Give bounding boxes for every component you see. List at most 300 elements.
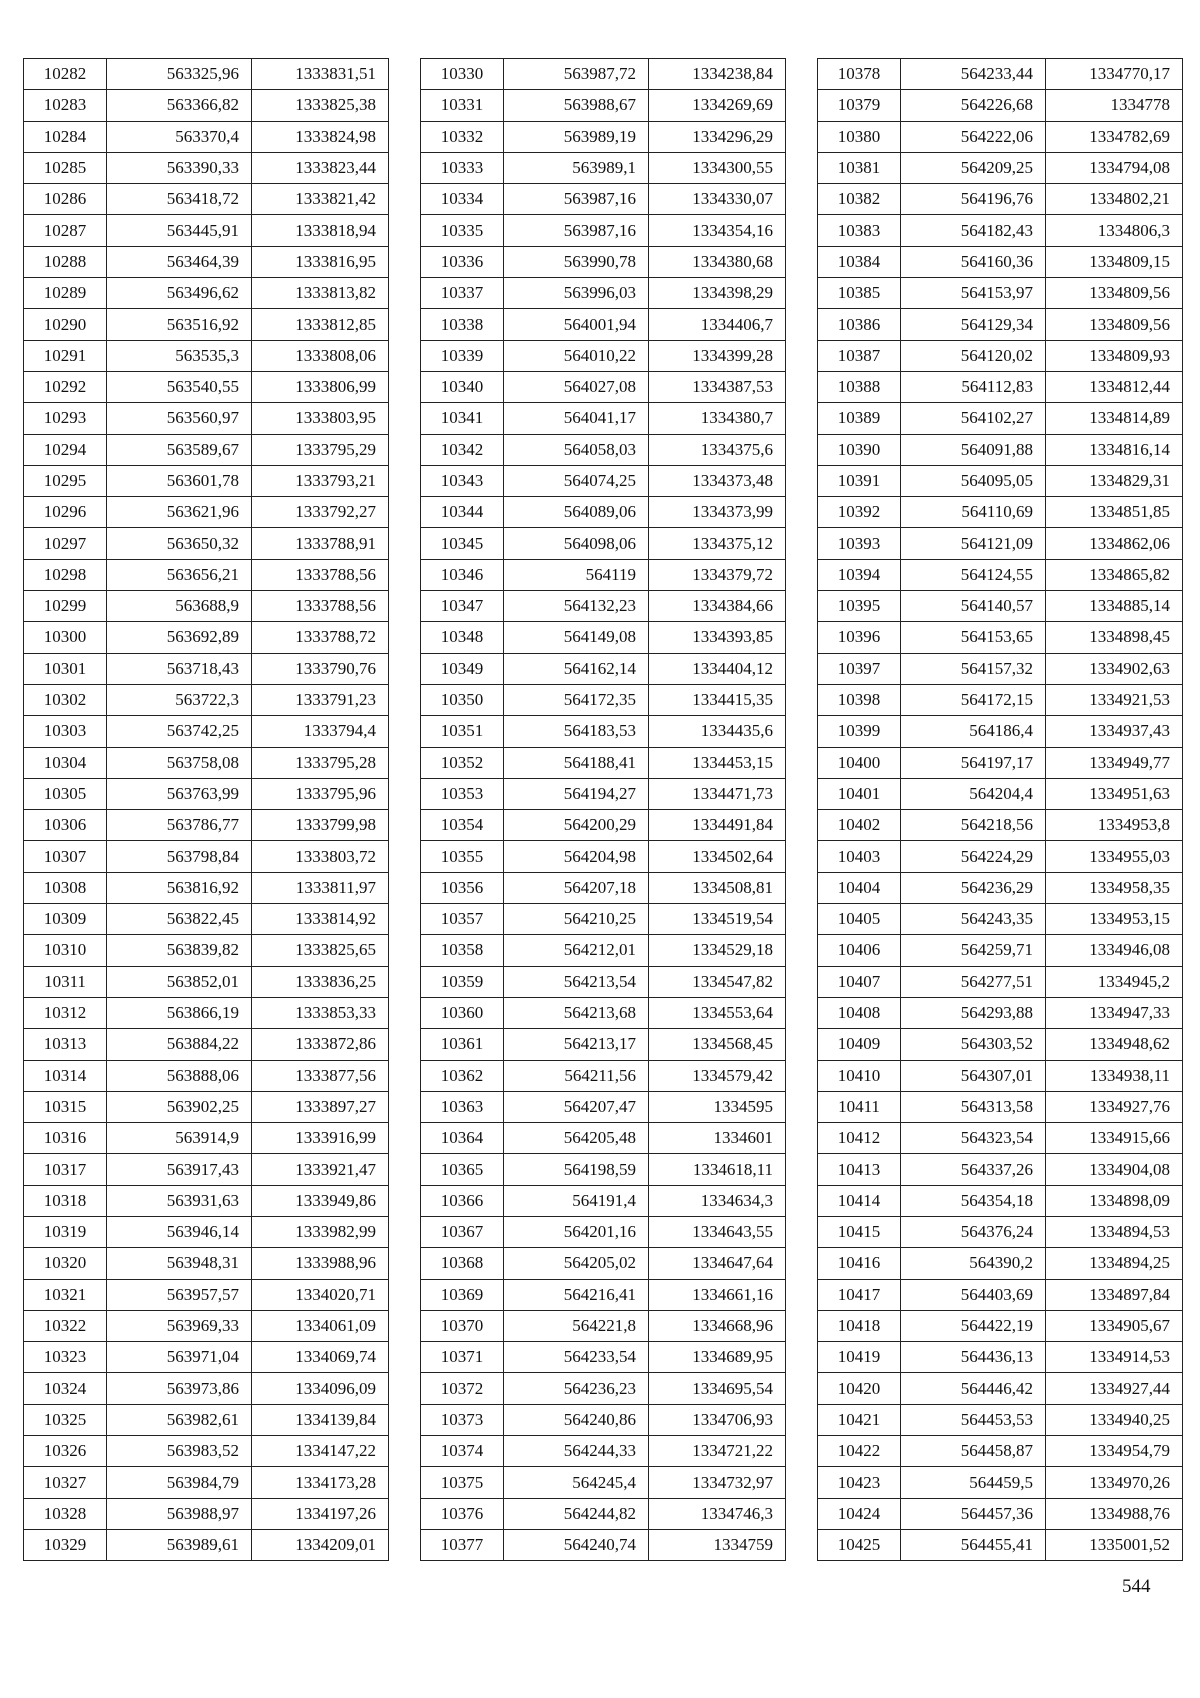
table-row bbox=[421, 371, 786, 402]
point-id: 10422 bbox=[818, 1436, 901, 1467]
y-coordinate: 1334387,53 bbox=[649, 371, 786, 402]
point-id: 10305 bbox=[24, 778, 107, 809]
x-coordinate: 564259,71 bbox=[901, 935, 1046, 966]
point-id: 10300 bbox=[24, 622, 107, 653]
table-row bbox=[24, 465, 389, 496]
x-coordinate: 564204,4 bbox=[901, 778, 1046, 809]
point-id: 10314 bbox=[24, 1060, 107, 1091]
x-coordinate: 564149,08 bbox=[504, 622, 649, 653]
point-id: 10424 bbox=[818, 1498, 901, 1529]
coordinate-table-2 bbox=[420, 58, 786, 1561]
x-coordinate: 563650,32 bbox=[107, 528, 252, 559]
x-coordinate: 564162,14 bbox=[504, 653, 649, 684]
x-coordinate: 563758,08 bbox=[107, 747, 252, 778]
point-id: 10330 bbox=[421, 59, 504, 90]
x-coordinate: 564182,43 bbox=[901, 215, 1046, 246]
y-coordinate: 1333823,44 bbox=[252, 152, 389, 183]
point-id: 10388 bbox=[818, 371, 901, 402]
table-row bbox=[818, 1436, 1183, 1467]
table-row bbox=[818, 497, 1183, 528]
table-row bbox=[421, 1279, 786, 1310]
table-row bbox=[818, 966, 1183, 997]
point-id: 10328 bbox=[24, 1498, 107, 1529]
y-coordinate: 1334953,8 bbox=[1046, 810, 1183, 841]
y-coordinate: 1334238,84 bbox=[649, 59, 786, 90]
table-row bbox=[421, 1310, 786, 1341]
table-row bbox=[24, 1248, 389, 1279]
table-row bbox=[421, 1091, 786, 1122]
y-coordinate: 1334643,55 bbox=[649, 1216, 786, 1247]
x-coordinate: 564436,13 bbox=[901, 1342, 1046, 1373]
y-coordinate: 1334020,71 bbox=[252, 1279, 389, 1310]
x-coordinate: 563988,67 bbox=[504, 90, 649, 121]
table-row bbox=[818, 465, 1183, 496]
x-coordinate: 563621,96 bbox=[107, 497, 252, 528]
y-coordinate: 1334894,53 bbox=[1046, 1216, 1183, 1247]
point-id: 10409 bbox=[818, 1029, 901, 1060]
table-row bbox=[818, 997, 1183, 1028]
point-id: 10357 bbox=[421, 904, 504, 935]
x-coordinate: 563688,9 bbox=[107, 591, 252, 622]
y-coordinate: 1334746,3 bbox=[649, 1498, 786, 1529]
x-coordinate: 563884,22 bbox=[107, 1029, 252, 1060]
point-id: 10395 bbox=[818, 591, 901, 622]
y-coordinate: 1334373,99 bbox=[649, 497, 786, 528]
table-row bbox=[818, 215, 1183, 246]
point-id: 10355 bbox=[421, 841, 504, 872]
table-row bbox=[24, 278, 389, 309]
point-id: 10329 bbox=[24, 1529, 107, 1560]
table-row bbox=[421, 747, 786, 778]
y-coordinate: 1334398,29 bbox=[649, 278, 786, 309]
table-row bbox=[818, 1467, 1183, 1498]
y-coordinate: 1334812,44 bbox=[1046, 371, 1183, 402]
y-coordinate: 1334061,09 bbox=[252, 1310, 389, 1341]
x-coordinate: 563516,92 bbox=[107, 309, 252, 340]
x-coordinate: 563969,33 bbox=[107, 1310, 252, 1341]
point-id: 10404 bbox=[818, 872, 901, 903]
table-row bbox=[421, 152, 786, 183]
x-coordinate: 564207,47 bbox=[504, 1091, 649, 1122]
y-coordinate: 1333825,65 bbox=[252, 935, 389, 966]
x-coordinate: 564293,88 bbox=[901, 997, 1046, 1028]
table-row bbox=[818, 1029, 1183, 1060]
point-id: 10306 bbox=[24, 810, 107, 841]
point-id: 10332 bbox=[421, 121, 504, 152]
y-coordinate: 1333836,25 bbox=[252, 966, 389, 997]
x-coordinate: 564216,41 bbox=[504, 1279, 649, 1310]
table-row bbox=[421, 1216, 786, 1247]
table-row bbox=[421, 1467, 786, 1498]
point-id: 10297 bbox=[24, 528, 107, 559]
point-id: 10407 bbox=[818, 966, 901, 997]
x-coordinate: 563983,52 bbox=[107, 1436, 252, 1467]
y-coordinate: 1334759 bbox=[649, 1529, 786, 1560]
point-id: 10299 bbox=[24, 591, 107, 622]
table-row bbox=[818, 653, 1183, 684]
y-coordinate: 1334380,68 bbox=[649, 246, 786, 277]
point-id: 10353 bbox=[421, 778, 504, 809]
x-coordinate: 563984,79 bbox=[107, 1467, 252, 1498]
x-coordinate: 564132,23 bbox=[504, 591, 649, 622]
table-row bbox=[818, 841, 1183, 872]
table-row bbox=[818, 184, 1183, 215]
table-row bbox=[421, 184, 786, 215]
y-coordinate: 1333806,99 bbox=[252, 371, 389, 402]
table-row bbox=[24, 684, 389, 715]
point-id: 10309 bbox=[24, 904, 107, 935]
table-row bbox=[818, 1342, 1183, 1373]
table-row bbox=[24, 747, 389, 778]
x-coordinate: 564140,57 bbox=[901, 591, 1046, 622]
point-id: 10356 bbox=[421, 872, 504, 903]
point-id: 10321 bbox=[24, 1279, 107, 1310]
x-coordinate: 563988,97 bbox=[107, 1498, 252, 1529]
x-coordinate: 563535,3 bbox=[107, 340, 252, 371]
y-coordinate: 1334393,85 bbox=[649, 622, 786, 653]
table-row bbox=[421, 935, 786, 966]
point-id: 10361 bbox=[421, 1029, 504, 1060]
y-coordinate: 1334938,11 bbox=[1046, 1060, 1183, 1091]
point-id: 10416 bbox=[818, 1248, 901, 1279]
point-id: 10286 bbox=[24, 184, 107, 215]
point-id: 10373 bbox=[421, 1404, 504, 1435]
y-coordinate: 1334568,45 bbox=[649, 1029, 786, 1060]
y-coordinate: 1333813,82 bbox=[252, 278, 389, 309]
y-coordinate: 1334945,2 bbox=[1046, 966, 1183, 997]
table-row bbox=[421, 215, 786, 246]
y-coordinate: 1333821,42 bbox=[252, 184, 389, 215]
x-coordinate: 564091,88 bbox=[901, 434, 1046, 465]
point-id: 10369 bbox=[421, 1279, 504, 1310]
point-id: 10303 bbox=[24, 716, 107, 747]
table-row bbox=[818, 371, 1183, 402]
y-coordinate: 1333808,06 bbox=[252, 340, 389, 371]
table-row bbox=[24, 528, 389, 559]
table-row bbox=[24, 246, 389, 277]
y-coordinate: 1334406,7 bbox=[649, 309, 786, 340]
table-row bbox=[24, 1342, 389, 1373]
table-row bbox=[24, 1467, 389, 1498]
x-coordinate: 563656,21 bbox=[107, 559, 252, 590]
x-coordinate: 564121,09 bbox=[901, 528, 1046, 559]
y-coordinate: 1334809,15 bbox=[1046, 246, 1183, 277]
table-row bbox=[818, 1154, 1183, 1185]
y-coordinate: 1335001,52 bbox=[1046, 1529, 1183, 1560]
x-coordinate: 563560,97 bbox=[107, 403, 252, 434]
x-coordinate: 563948,31 bbox=[107, 1248, 252, 1279]
y-coordinate: 1333788,56 bbox=[252, 591, 389, 622]
point-id: 10350 bbox=[421, 684, 504, 715]
y-coordinate: 1334958,35 bbox=[1046, 872, 1183, 903]
point-id: 10378 bbox=[818, 59, 901, 90]
table-row bbox=[421, 497, 786, 528]
y-coordinate: 1333949,86 bbox=[252, 1185, 389, 1216]
point-id: 10319 bbox=[24, 1216, 107, 1247]
table-row bbox=[421, 1373, 786, 1404]
point-id: 10288 bbox=[24, 246, 107, 277]
y-coordinate: 1333816,95 bbox=[252, 246, 389, 277]
point-id: 10410 bbox=[818, 1060, 901, 1091]
x-coordinate: 563990,78 bbox=[504, 246, 649, 277]
table-row bbox=[24, 184, 389, 215]
point-id: 10287 bbox=[24, 215, 107, 246]
y-coordinate: 1333803,95 bbox=[252, 403, 389, 434]
y-coordinate: 1334706,93 bbox=[649, 1404, 786, 1435]
x-coordinate: 563786,77 bbox=[107, 810, 252, 841]
point-id: 10331 bbox=[421, 90, 504, 121]
table-row bbox=[24, 966, 389, 997]
point-id: 10412 bbox=[818, 1123, 901, 1154]
x-coordinate: 564337,26 bbox=[901, 1154, 1046, 1185]
y-coordinate: 1334816,14 bbox=[1046, 434, 1183, 465]
x-coordinate: 564236,29 bbox=[901, 872, 1046, 903]
y-coordinate: 1334069,74 bbox=[252, 1342, 389, 1373]
y-coordinate: 1334949,77 bbox=[1046, 747, 1183, 778]
x-coordinate: 564200,29 bbox=[504, 810, 649, 841]
point-id: 10336 bbox=[421, 246, 504, 277]
table-row bbox=[24, 1060, 389, 1091]
point-id: 10400 bbox=[818, 747, 901, 778]
point-id: 10403 bbox=[818, 841, 901, 872]
point-id: 10327 bbox=[24, 1467, 107, 1498]
y-coordinate: 1334809,56 bbox=[1046, 278, 1183, 309]
x-coordinate: 563902,25 bbox=[107, 1091, 252, 1122]
x-coordinate: 563996,03 bbox=[504, 278, 649, 309]
table-row bbox=[24, 872, 389, 903]
table-row bbox=[24, 778, 389, 809]
point-id: 10397 bbox=[818, 653, 901, 684]
point-id: 10334 bbox=[421, 184, 504, 215]
point-id: 10368 bbox=[421, 1248, 504, 1279]
x-coordinate: 564112,83 bbox=[901, 371, 1046, 402]
point-id: 10394 bbox=[818, 559, 901, 590]
table-row bbox=[24, 997, 389, 1028]
y-coordinate: 1334634,3 bbox=[649, 1185, 786, 1216]
table-row bbox=[818, 1248, 1183, 1279]
table-row bbox=[24, 1279, 389, 1310]
y-coordinate: 1334491,84 bbox=[649, 810, 786, 841]
table-row bbox=[24, 434, 389, 465]
y-coordinate: 1334330,07 bbox=[649, 184, 786, 215]
table-row bbox=[421, 403, 786, 434]
x-coordinate: 564390,2 bbox=[901, 1248, 1046, 1279]
table-row bbox=[818, 904, 1183, 935]
point-id: 10340 bbox=[421, 371, 504, 402]
y-coordinate: 1334415,35 bbox=[649, 684, 786, 715]
point-id: 10316 bbox=[24, 1123, 107, 1154]
table-row bbox=[421, 1029, 786, 1060]
table-row bbox=[24, 497, 389, 528]
point-id: 10304 bbox=[24, 747, 107, 778]
point-id: 10293 bbox=[24, 403, 107, 434]
table-row bbox=[24, 1529, 389, 1560]
y-coordinate: 1334721,22 bbox=[649, 1436, 786, 1467]
x-coordinate: 564074,25 bbox=[504, 465, 649, 496]
point-id: 10380 bbox=[818, 121, 901, 152]
table-row bbox=[818, 59, 1183, 90]
table-row bbox=[24, 904, 389, 935]
y-coordinate: 1333811,97 bbox=[252, 872, 389, 903]
y-coordinate: 1334885,14 bbox=[1046, 591, 1183, 622]
x-coordinate: 564244,82 bbox=[504, 1498, 649, 1529]
y-coordinate: 1334096,09 bbox=[252, 1373, 389, 1404]
table-row bbox=[421, 591, 786, 622]
x-coordinate: 564153,65 bbox=[901, 622, 1046, 653]
coordinate-table-3 bbox=[817, 58, 1183, 1561]
y-coordinate: 1334399,28 bbox=[649, 340, 786, 371]
x-coordinate: 563971,04 bbox=[107, 1342, 252, 1373]
table-row bbox=[24, 403, 389, 434]
y-coordinate: 1334689,95 bbox=[649, 1342, 786, 1373]
y-coordinate: 1333788,91 bbox=[252, 528, 389, 559]
x-coordinate: 564010,22 bbox=[504, 340, 649, 371]
table-row bbox=[818, 1373, 1183, 1404]
y-coordinate: 1334806,3 bbox=[1046, 215, 1183, 246]
table-row bbox=[818, 559, 1183, 590]
y-coordinate: 1334139,84 bbox=[252, 1404, 389, 1435]
point-id: 10322 bbox=[24, 1310, 107, 1341]
x-coordinate: 564194,27 bbox=[504, 778, 649, 809]
x-coordinate: 564153,97 bbox=[901, 278, 1046, 309]
x-coordinate: 563866,19 bbox=[107, 997, 252, 1028]
y-coordinate: 1334519,54 bbox=[649, 904, 786, 935]
y-coordinate: 1334553,64 bbox=[649, 997, 786, 1028]
y-coordinate: 1333799,98 bbox=[252, 810, 389, 841]
x-coordinate: 564129,34 bbox=[901, 309, 1046, 340]
point-id: 10315 bbox=[24, 1091, 107, 1122]
y-coordinate: 1333818,94 bbox=[252, 215, 389, 246]
x-coordinate: 564233,44 bbox=[901, 59, 1046, 90]
point-id: 10408 bbox=[818, 997, 901, 1028]
x-coordinate: 564323,54 bbox=[901, 1123, 1046, 1154]
y-coordinate: 1333793,21 bbox=[252, 465, 389, 496]
table-row bbox=[818, 403, 1183, 434]
y-coordinate: 1334970,26 bbox=[1046, 1467, 1183, 1498]
y-coordinate: 1334809,93 bbox=[1046, 340, 1183, 371]
table-row bbox=[818, 1529, 1183, 1560]
y-coordinate: 1334618,11 bbox=[649, 1154, 786, 1185]
x-coordinate: 564119 bbox=[504, 559, 649, 590]
point-id: 10370 bbox=[421, 1310, 504, 1341]
table-row bbox=[24, 841, 389, 872]
table-row bbox=[24, 716, 389, 747]
point-id: 10338 bbox=[421, 309, 504, 340]
point-id: 10415 bbox=[818, 1216, 901, 1247]
point-id: 10420 bbox=[818, 1373, 901, 1404]
point-id: 10283 bbox=[24, 90, 107, 121]
y-coordinate: 1334732,97 bbox=[649, 1467, 786, 1498]
point-id: 10414 bbox=[818, 1185, 901, 1216]
table-row bbox=[818, 1123, 1183, 1154]
y-coordinate: 1334947,33 bbox=[1046, 997, 1183, 1028]
table-row bbox=[421, 1123, 786, 1154]
y-coordinate: 1333824,98 bbox=[252, 121, 389, 152]
y-coordinate: 1333831,51 bbox=[252, 59, 389, 90]
x-coordinate: 564457,36 bbox=[901, 1498, 1046, 1529]
x-coordinate: 564191,4 bbox=[504, 1185, 649, 1216]
point-id: 10364 bbox=[421, 1123, 504, 1154]
x-coordinate: 564001,94 bbox=[504, 309, 649, 340]
point-id: 10371 bbox=[421, 1342, 504, 1373]
x-coordinate: 564376,24 bbox=[901, 1216, 1046, 1247]
point-id: 10377 bbox=[421, 1529, 504, 1560]
point-id: 10392 bbox=[818, 497, 901, 528]
point-id: 10389 bbox=[818, 403, 901, 434]
y-coordinate: 1334579,42 bbox=[649, 1060, 786, 1091]
x-coordinate: 564222,06 bbox=[901, 121, 1046, 152]
point-id: 10381 bbox=[818, 152, 901, 183]
table-row bbox=[24, 559, 389, 590]
x-coordinate: 563982,61 bbox=[107, 1404, 252, 1435]
x-coordinate: 563445,91 bbox=[107, 215, 252, 246]
x-coordinate: 563989,61 bbox=[107, 1529, 252, 1560]
x-coordinate: 564243,35 bbox=[901, 904, 1046, 935]
point-id: 10296 bbox=[24, 497, 107, 528]
x-coordinate: 563692,89 bbox=[107, 622, 252, 653]
x-coordinate: 564446,42 bbox=[901, 1373, 1046, 1404]
point-id: 10366 bbox=[421, 1185, 504, 1216]
point-id: 10292 bbox=[24, 371, 107, 402]
table-row bbox=[818, 1498, 1183, 1529]
y-coordinate: 1334902,63 bbox=[1046, 653, 1183, 684]
point-id: 10326 bbox=[24, 1436, 107, 1467]
table-row bbox=[24, 1029, 389, 1060]
table-row bbox=[421, 559, 786, 590]
y-coordinate: 1334529,18 bbox=[649, 935, 786, 966]
table-row bbox=[421, 465, 786, 496]
table-row bbox=[24, 1498, 389, 1529]
table-row bbox=[818, 309, 1183, 340]
point-id: 10323 bbox=[24, 1342, 107, 1373]
x-coordinate: 564303,52 bbox=[901, 1029, 1046, 1060]
x-coordinate: 564422,19 bbox=[901, 1310, 1046, 1341]
point-id: 10349 bbox=[421, 653, 504, 684]
y-coordinate: 1333790,76 bbox=[252, 653, 389, 684]
y-coordinate: 1334375,6 bbox=[649, 434, 786, 465]
x-coordinate: 563839,82 bbox=[107, 935, 252, 966]
table-row bbox=[421, 1248, 786, 1279]
point-id: 10335 bbox=[421, 215, 504, 246]
table-row bbox=[24, 1404, 389, 1435]
point-id: 10385 bbox=[818, 278, 901, 309]
y-coordinate: 1334375,12 bbox=[649, 528, 786, 559]
point-id: 10341 bbox=[421, 403, 504, 434]
y-coordinate: 1334905,67 bbox=[1046, 1310, 1183, 1341]
y-coordinate: 1334778 bbox=[1046, 90, 1183, 121]
point-id: 10396 bbox=[818, 622, 901, 653]
x-coordinate: 564240,86 bbox=[504, 1404, 649, 1435]
point-id: 10348 bbox=[421, 622, 504, 653]
y-coordinate: 1334988,76 bbox=[1046, 1498, 1183, 1529]
y-coordinate: 1334197,26 bbox=[252, 1498, 389, 1529]
table-row bbox=[421, 653, 786, 684]
x-coordinate: 564221,8 bbox=[504, 1310, 649, 1341]
point-id: 10406 bbox=[818, 935, 901, 966]
point-id: 10358 bbox=[421, 935, 504, 966]
y-coordinate: 1334300,55 bbox=[649, 152, 786, 183]
point-id: 10401 bbox=[818, 778, 901, 809]
y-coordinate: 1334921,53 bbox=[1046, 684, 1183, 715]
table-row bbox=[24, 1216, 389, 1247]
y-coordinate: 1334435,6 bbox=[649, 716, 786, 747]
x-coordinate: 564209,25 bbox=[901, 152, 1046, 183]
point-id: 10365 bbox=[421, 1154, 504, 1185]
point-id: 10393 bbox=[818, 528, 901, 559]
y-coordinate: 1333795,29 bbox=[252, 434, 389, 465]
x-coordinate: 563989,19 bbox=[504, 121, 649, 152]
point-id: 10342 bbox=[421, 434, 504, 465]
